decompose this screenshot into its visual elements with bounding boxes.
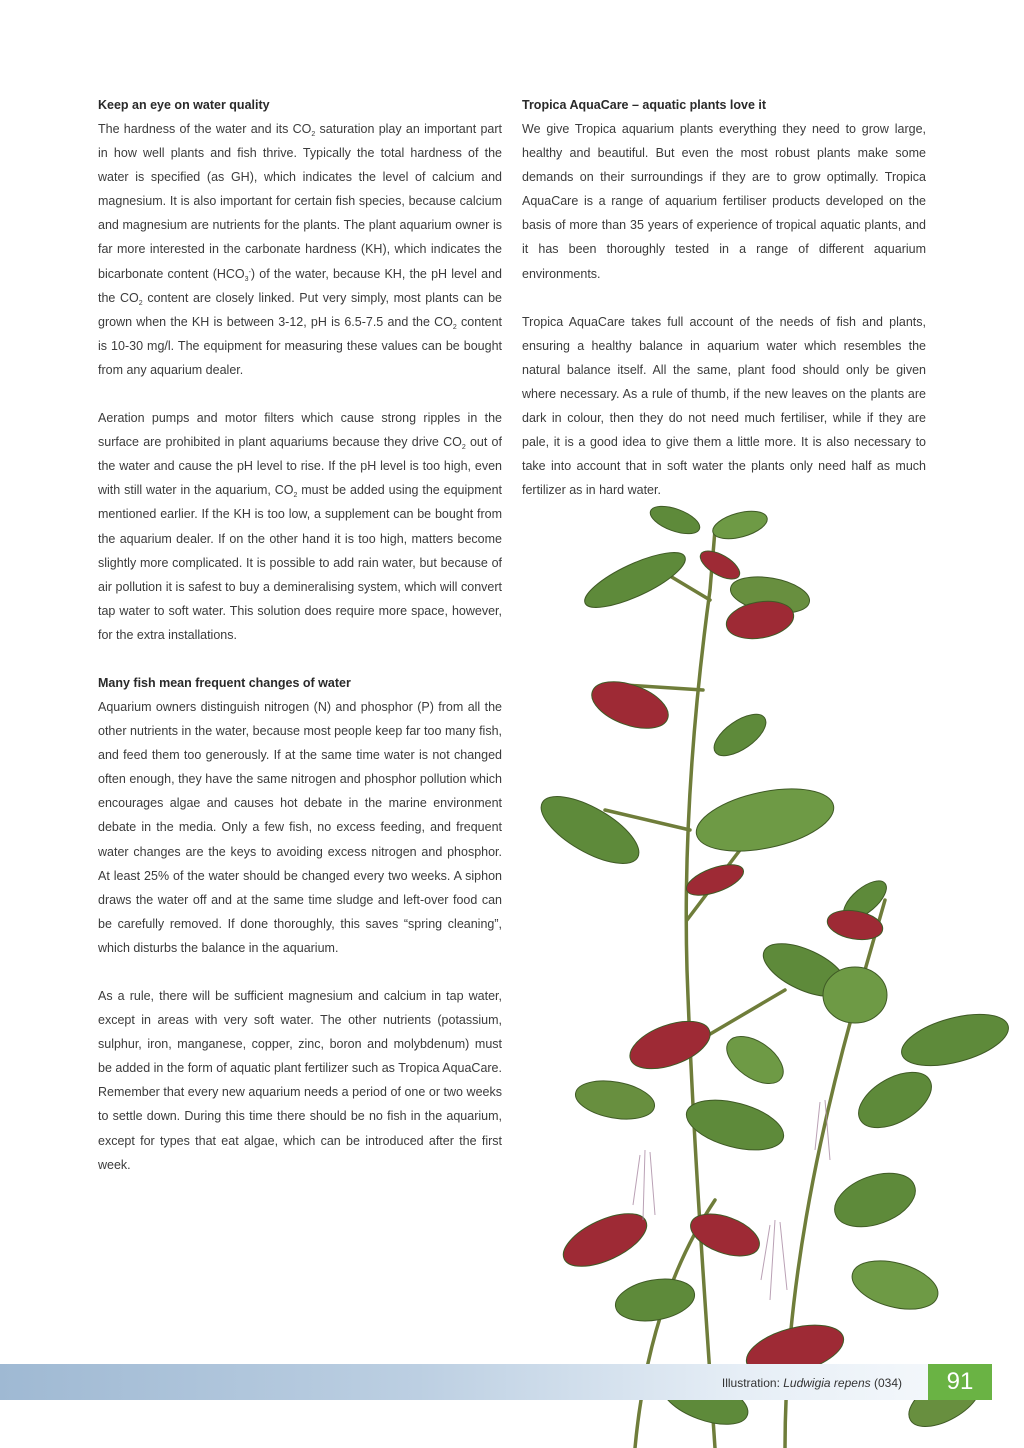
- paragraph-aquacare-intro: We give Tropica aquarium plants everything they need to grow large, healthy and beautiful. But even the most robust plants make some demands on their surroundings if they are to grow optimally. Tropica AquaCare is a range of aquarium fertiliser products developed on the basis of more than 35 years of experience of tropical aquatic plants, and it has been thoroughly tested in a range of different aquarium environments.: [522, 122, 926, 281]
- paragraph-aeration: Aeration pumps and motor filters which cause strong ripples in the surface are prohibited in plant aquariums because they drive $CO_2$ out of the water and cause the pH level to rise. If the pH level is too high, even with still water in the aquarium, $CO_2$ must be added using the equipment mentioned earlier. If the KH is too low, a supplement can be bought from the aquarium dealer. If on the other hand it is too high, matters become slightly more complicated. It is possible to add rain water, but because of air pollution it is safest to buy a demineralising system, which will convert tap water to soft water. This solution does require more space, however, for the extra installations.: [98, 411, 502, 642]
- illustration-caption: Illustration: Ludwigia repens (034): [721, 1376, 902, 1390]
- paragraph-nutrients: As a rule, there will be sufficient magnesium and calcium in tap water, except in areas with very soft water. The other nutrients (potassium, sulphur, iron, manganese, copper, zinc, boron and molybdenum) must be added in the form of aquatic plant fertilizer such as Tropica AquaCare. Remember that every new aquarium needs a period of one or two weeks to settle down. During this time there should be no fish in the aquarium, except for types that eat algae, which can be introduced after the first week.: [98, 989, 502, 1172]
- species-name: Ludwigia repens: [783, 1376, 871, 1390]
- right-column: [522, 93, 926, 502]
- paragraph-water-hardness: The hardness of the water and its $CO_2$ saturation play an important part in how well plants and fish thrive. Typically the total hardness of the water is specified (as GH), which indicates the level of calcium and magnesium. It is also important for certain fish species, because calcium and magnesium are nutrients for the plants. The plant aquarium owner is far more interested in the carbonate hardness (KH), which indicates the bicarbonate content $(HCO_3^-)$ of the water, because KH, the pH level and the $CO_2$ content are closely linked. Put very simply, most plants can be grown when the KH is between 3-12, pH is 6.5-7.5 and the $CO_2$ content is 10-30 mg/l. The equipment for measuring these values can be bought from any aquarium dealer.: [98, 122, 503, 377]
- paragraph-aquacare-balance: Tropica AquaCare takes full account of the needs of fish and plants, ensuring a healthy balance in aquarium water which resembles the natural balance itself. All the same, plant food should only be given where necessary. As a rule of thumb, if the new leaves on the plants are dark in colour, then they do not need much fertiliser, while if they are pale, it is a good idea to give them a little more. It is also necessary to take into account that in soft water the plants only need half as much fertilizer as in hard water.: [522, 314, 926, 498]
- heading-fish-water-changes: Many fish mean frequent changes of water: [98, 675, 351, 690]
- paragraph-nitrogen-phosphor: Aquarium owners distinguish nitrogen (N) and phosphor (P) from all the other nutrients in the water, because most people keep far too many fish, and feed them too generously. If at the same time water is not changed often enough, they have the same nitrogen and phosphor pollution which encourages algae and causes hot debate in the marine environment debate in the media. Only a few fish, no excess feeding, and frequent water changes are the keys to avoiding excess nitrogen and phosphor. At least 25% of the water should be changed every two weeks. A siphon draws the water off and at the same time sludge and left-over food can be carefully removed. If done thoroughly, this saves “spring cleaning”, which disturbs the balance in the aquarium.: [98, 699, 502, 955]
- heading-water-quality: Keep an eye on water quality: [98, 98, 270, 112]
- heading-aquacare: Tropica AquaCare – aquatic plants love it: [522, 98, 767, 112]
- ludwigia-plant-illustration: [525, 500, 1024, 1448]
- left-column: [98, 93, 502, 1177]
- page-number: 91: [928, 1364, 992, 1400]
